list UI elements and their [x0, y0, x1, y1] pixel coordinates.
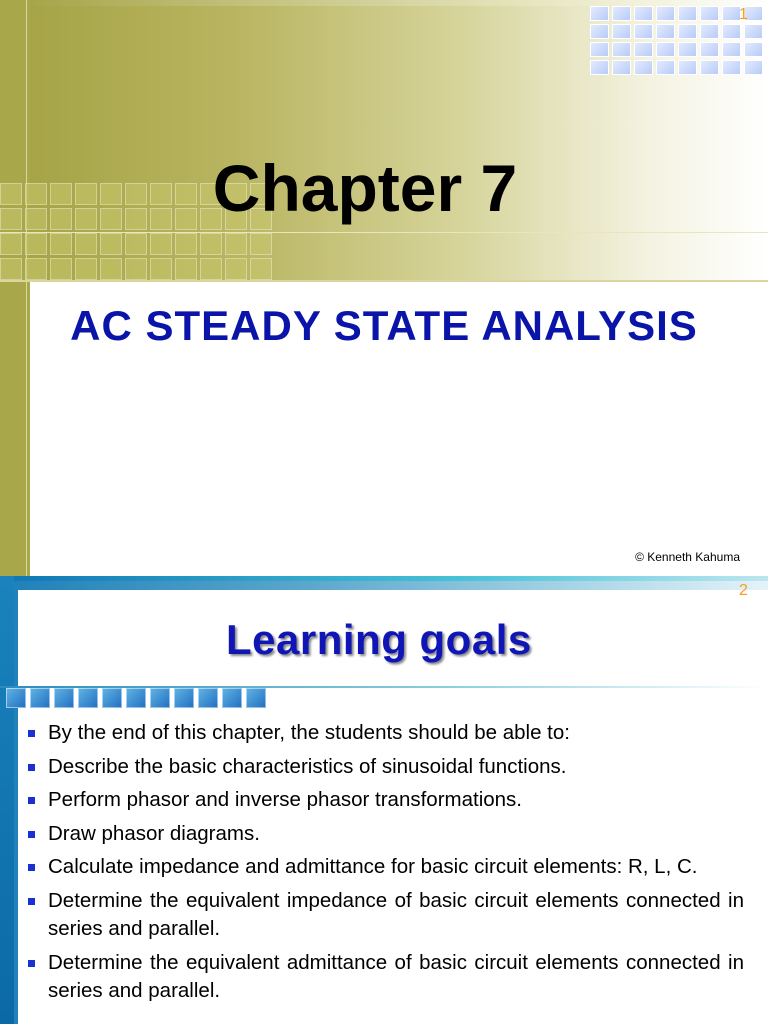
list-item: [22, 719, 744, 748]
list-item-text: Determine the equivalent impedance of basic circuit elements connected in series and parallel.: [48, 888, 744, 940]
decorative-tile: [678, 6, 697, 21]
decorative-tile: [590, 60, 609, 75]
decorative-tile: [150, 258, 172, 280]
decorative-tile: [250, 258, 272, 280]
decorative-tile: [126, 688, 146, 708]
list-item: [22, 949, 744, 1006]
decorative-tile: [700, 60, 719, 75]
decorative-tile: [174, 688, 194, 708]
decorative-tile: [590, 42, 609, 57]
decorative-tile: [78, 688, 98, 708]
decorative-tile: [0, 233, 22, 255]
square-bullet-icon: [28, 898, 35, 905]
list-item-text: Determine the equivalent admittance of basic circuit elements connected in series and parallel.: [48, 950, 744, 1002]
decorative-tile: [225, 258, 247, 280]
square-bullet-icon: [28, 797, 35, 804]
list-item-text: Calculate impedance and admittance for basic circuit elements: R, L, C.: [48, 855, 698, 878]
square-bullet-icon: [28, 864, 35, 871]
decorative-tile: [150, 688, 170, 708]
decorative-tile: [656, 6, 675, 21]
decorative-tile: [656, 60, 675, 75]
decorative-tile: [150, 233, 172, 255]
decorative-tile: [678, 24, 697, 39]
decorative-tile: [612, 60, 631, 75]
decorative-tile: [225, 233, 247, 255]
slide-2: [0, 576, 768, 1024]
slide-1-copyright: © Kenneth Kahuma: [635, 550, 740, 564]
list-item: [22, 820, 744, 849]
decorative-tile: [612, 6, 631, 21]
slide-1-tile-pattern-right: [590, 6, 763, 75]
slide-2-tile-pattern: [6, 688, 266, 708]
slide-1-subtitle: AC STEADY STATE ANALYSIS: [70, 302, 698, 349]
decorative-tile: [700, 24, 719, 39]
list-item: [22, 753, 744, 782]
decorative-tile: [175, 258, 197, 280]
decorative-tile: [744, 60, 763, 75]
decorative-tile: [656, 42, 675, 57]
square-bullet-icon: [28, 764, 35, 771]
decorative-tile: [0, 258, 22, 280]
decorative-tile: [700, 6, 719, 21]
decorative-tile: [102, 688, 122, 708]
decorative-tile: [75, 258, 97, 280]
decorative-tile: [678, 60, 697, 75]
decorative-tile: [744, 24, 763, 39]
decorative-tile: [200, 233, 222, 255]
decorative-tile: [744, 42, 763, 57]
decorative-tile: [222, 688, 242, 708]
slide-1-vertical-rule: [26, 0, 27, 576]
decorative-tile: [250, 233, 272, 255]
list-item-text: Draw phasor diagrams.: [48, 821, 260, 845]
learning-goals-list: [22, 719, 744, 1011]
decorative-tile: [50, 258, 72, 280]
decorative-tile: [722, 42, 741, 57]
decorative-tile: [125, 258, 147, 280]
decorative-tile: [30, 688, 50, 708]
decorative-tile: [590, 24, 609, 39]
decorative-tile: [590, 6, 609, 21]
slide-2-number: 2: [739, 582, 748, 599]
square-bullet-icon: [28, 960, 35, 967]
decorative-tile: [634, 24, 653, 39]
decorative-tile: [678, 42, 697, 57]
decorative-tile: [175, 233, 197, 255]
slide-2-top-strip: [0, 576, 768, 581]
list-item-text: By the end of this chapter, the students should be able to:: [48, 721, 570, 744]
decorative-tile: [100, 258, 122, 280]
decorative-tile: [634, 60, 653, 75]
decorative-tile: [656, 24, 675, 39]
decorative-tile: [75, 233, 97, 255]
decorative-tile: [246, 688, 266, 708]
list-item: [22, 853, 744, 882]
decorative-tile: [612, 24, 631, 39]
decorative-tile: [6, 688, 26, 708]
decorative-tile: [25, 233, 47, 255]
decorative-tile: [722, 60, 741, 75]
list-item: [22, 786, 744, 815]
list-item-text: Describe the basic characteristics of sinusoidal functions.: [48, 754, 567, 778]
decorative-tile: [54, 688, 74, 708]
square-bullet-icon: [28, 730, 35, 737]
list-item-text: Perform phasor and inverse phasor transformations.: [48, 788, 523, 811]
slide-1-title: Chapter 7: [212, 151, 518, 225]
decorative-tile: [722, 24, 741, 39]
decorative-tile: [100, 233, 122, 255]
list-item: [22, 887, 744, 944]
decorative-tile: [198, 688, 218, 708]
slide-2-left-band: [0, 576, 14, 1024]
decorative-tile: [634, 42, 653, 57]
decorative-tile: [612, 42, 631, 57]
decorative-tile: [634, 6, 653, 21]
slide-2-title: Learning goals: [226, 616, 532, 663]
decorative-tile: [25, 258, 47, 280]
decorative-tile: [200, 258, 222, 280]
square-bullet-icon: [28, 831, 35, 838]
slide-1-number: 1: [739, 6, 748, 23]
decorative-tile: [700, 42, 719, 57]
decorative-tile: [125, 233, 147, 255]
decorative-tile: [50, 233, 72, 255]
